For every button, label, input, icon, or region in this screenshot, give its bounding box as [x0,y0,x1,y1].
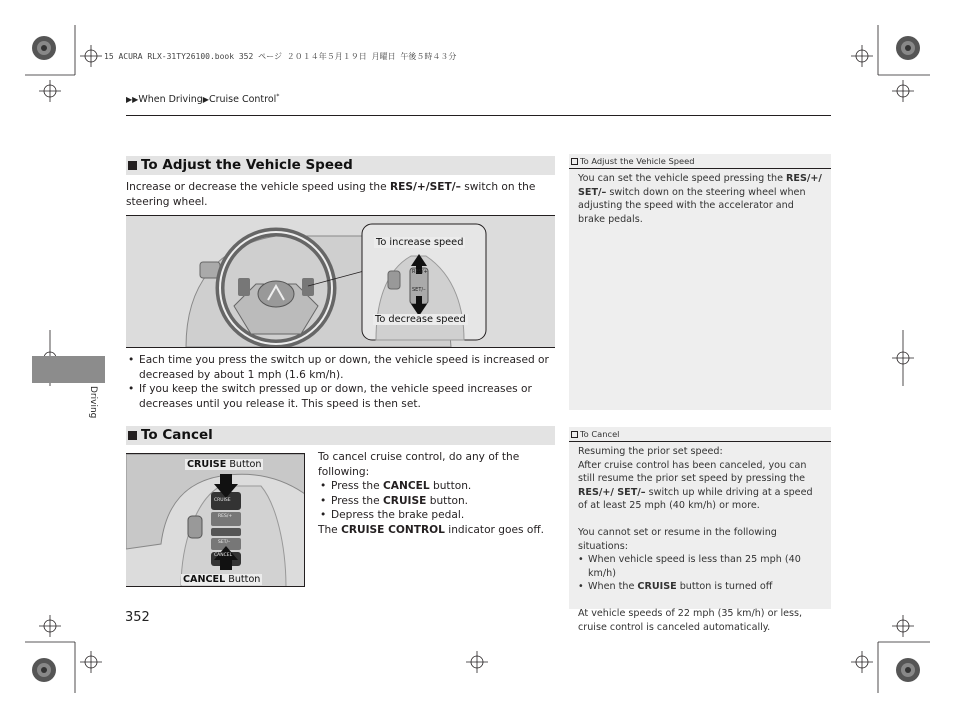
note-text: After cruise control has been canceled, you can still resume the prior set speed by pressing the [578,459,807,485]
btn-label-res: RES/+ [218,514,233,519]
section-heading-adjust [126,156,555,175]
switch-label-set: SET/– [412,287,426,293]
note-title [569,154,831,169]
heading-square-icon [128,161,137,170]
sidebar-note-cancel [569,427,831,633]
note-title-text: To Cancel [580,429,620,439]
btn-label-set: SET/– [218,540,231,545]
breadcrumb [126,93,279,105]
note-text-end: switch up while driving at a speed of at least 25 mph (40 km/h) or more. [578,486,813,512]
cancel-outro [318,523,552,538]
callout-decrease-speed: To decrease speed [375,314,466,325]
steering-illustration [126,215,555,348]
intro-text-end: switch on the steering wheel. [126,181,536,208]
cancel-rest: Button [225,574,261,585]
cancel-button-label [181,574,262,585]
note-title [569,427,831,442]
section-heading-text: To Adjust the Vehicle Speed [141,157,353,173]
note-text: When vehicle speed is less than 25 mph (40 km/h) [588,554,801,579]
bullet-text: Each time you press the switch up or down, the vehicle speed is increased or decreased by about 1 mph (1.6 km/h). [139,354,549,381]
side-tab [32,356,105,383]
cancel-illustration [126,453,305,587]
list-item: • When the CRUISE button is turned off [578,581,773,593]
list-item: • When vehicle speed is less than 25 mph (40 km/h) [578,554,801,579]
bullet-text: Press the [331,494,384,507]
outro-text-end: indicator goes off. [444,523,545,536]
bullet-bold: CANCEL [383,480,430,492]
cancel-buttons-drawing [126,454,305,587]
section-heading-text: To Cancel [141,427,213,443]
note-text: When the [588,581,638,593]
breadcrumb-item-when-driving[interactable]: When Driving [138,94,203,106]
note-paragraph [578,459,822,513]
sidebar-note-adjust [569,154,831,410]
cruise-rest: Button [226,459,262,470]
note-text: You cannot set or resume in the following situations: [578,526,777,552]
note-bold: CRUISE [637,581,677,593]
btn-label-cruise: CRUISE [214,498,231,503]
bullet-text: If you keep the switch pressed up or down, the vehicle speed increases or decreases until you release it. This speed is then set. [139,383,532,410]
print-header: 15 ACURA RLX-31TY26100.book 352 ページ ２０１４年５月１９日 月曜日 午後５時４３分 [104,52,457,61]
adjust-bullets [126,353,554,411]
section-heading-cancel [126,426,555,445]
note-title-text: To Adjust the Vehicle Speed [580,156,695,166]
note-bold: RES/+/ SET/– [578,486,646,498]
note-reference-icon [571,431,578,438]
cruise-button-label [185,459,263,470]
note-text: Resuming the prior set speed: [578,446,723,457]
note-text-end: switch down on the steering wheel when adjusting the speed with the accelerator and brake pedals. [578,186,806,225]
note-text: You can set the vehicle speed pressing the [578,173,787,184]
bullet-text-end: button. [426,494,469,507]
note-body [569,169,831,226]
cruise-bold: CRUISE [187,459,227,470]
note-text-end: button is turned off [676,581,773,593]
side-tab-label: Driving [88,386,98,419]
switch-name: RES/+/SET/– [389,181,461,193]
note-reference-icon [571,158,578,165]
outro-text: The [318,523,342,536]
note-bold: RES/+/ SET/– [578,173,822,198]
header-rule [126,115,831,116]
cancel-bold: CANCEL [183,574,226,585]
bullet-text: Press the [331,480,384,492]
cancel-intro: To cancel cruise control, do any of the following: [318,451,520,478]
list-item: • If you keep the switch pressed up or down, the vehicle speed increases or decreases until you release it. This speed is then set. [128,383,532,410]
switch-label-res: RES/+ [412,269,428,275]
note-body [569,442,831,634]
bullet-text: Depress the brake pedal. [331,509,465,521]
adjust-intro [126,180,556,209]
list-item: • Each time you press the switch up or down, the vehicle speed is increased or decreased by about 1 mph (1.6 km/h). [128,354,549,381]
btn-label-cancel: CANCEL [214,553,233,558]
list-item: • Press the CANCEL button. [320,480,472,492]
bullet-bold: CRUISE [383,494,427,507]
heading-square-icon [128,431,137,440]
breadcrumb-arrow-icon: ▶▶ [126,95,139,105]
note-text: At vehicle speeds of 22 mph (35 km/h) or less, cruise control is canceled automatically. [578,607,803,633]
intro-text: Increase or decrease the vehicle speed using the [126,181,390,193]
callout-increase-speed: To increase speed [376,237,464,248]
bullet-text-end: button. [429,480,472,492]
list-item: • Press the CRUISE button. [320,494,469,507]
steering-wheel-drawing [126,216,555,347]
breadcrumb-item-cruise-control[interactable]: Cruise Control [208,94,277,106]
list-item: • Depress the brake pedal. [320,509,465,521]
page-number: 352 [125,610,150,625]
breadcrumb-arrow-icon: ▶ [202,95,209,105]
outro-bold: CRUISE CONTROL [341,523,445,536]
cancel-text [318,450,552,537]
breadcrumb-asterisk: * [276,93,280,100]
